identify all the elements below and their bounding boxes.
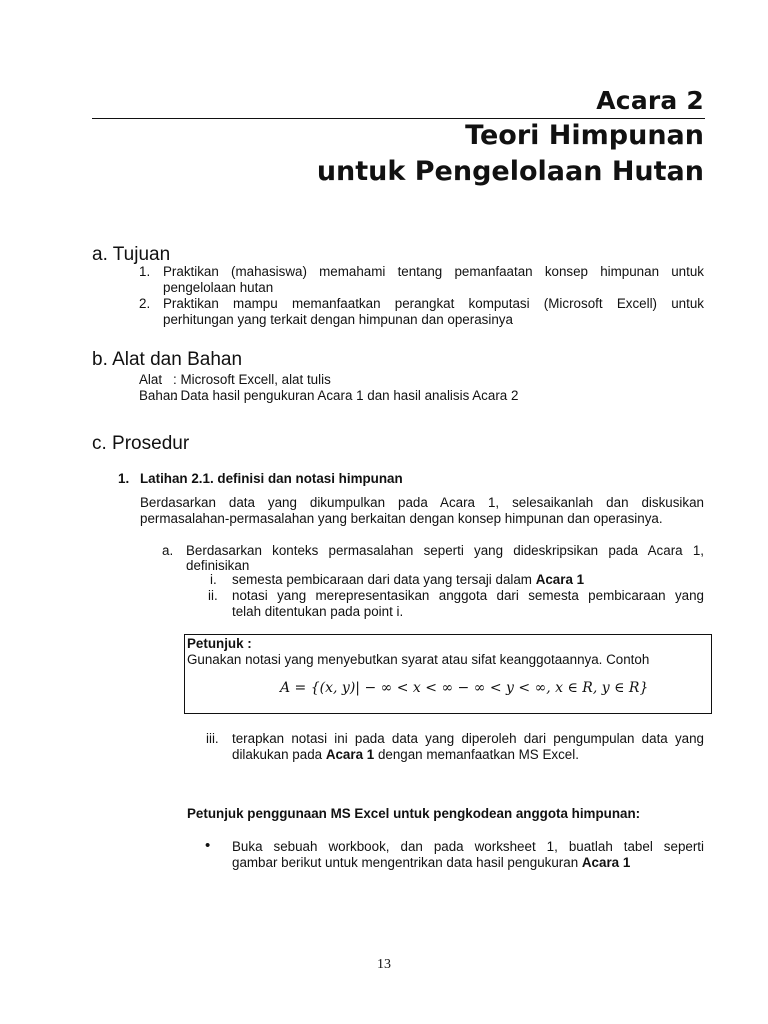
section-heading-alat-bahan: b. Alat dan Bahan [92,349,243,370]
section-heading-prosedur: c. Prosedur [92,433,190,454]
bahan-row [139,388,518,404]
list-number: 1. [139,264,151,279]
tujuan-item-2-line-1: Praktikan mampu memanfaatkan perangkat komputasi (Microsoft Excell) untuk [163,296,704,311]
chapter-label: Acara 2 [596,86,704,115]
roman-item-ii-line-2: telah ditentukan pada point i. [232,604,404,619]
excel-bullet-bold: Acara 1 [581,855,631,870]
header-divider [92,118,705,119]
prosedur-intro-line-2: permasalahan-permasalahan yang berkaitan dengan konsep himpunan dan operasinya. [140,511,663,526]
roman-item-iii-post: dengan memanfaatkan MS Excel. [374,747,579,762]
list-number: 2. [139,296,151,311]
item-a-line-2: definisikan [186,558,250,573]
excel-bullet-line-1: Buka sebuah workbook, dan pada worksheet 1, buatlah tabel seperti [232,839,704,854]
roman-number: ii. [208,588,218,603]
roman-item-iii-pre: dilakukan pada [232,747,326,762]
roman-item-iii-line-2 [232,747,579,763]
tujuan-item-2-line-2: perhitungan yang terkait dengan himpunan dan operasinya [163,312,513,327]
hint-title: Petunjuk : [187,636,252,651]
roman-number: i. [210,572,217,587]
roman-item-ii-line-1: notasi yang merepresentasikan anggota dari semesta pembicaraan yang [232,588,704,603]
roman-item-iii-line-1: terapkan notasi ini pada data yang diperoleh dari pengumpulan data yang [232,731,704,746]
bahan-label: Bahan [139,388,178,403]
roman-item-i [232,572,584,588]
title-line-1: Teori Himpunan [465,120,704,151]
tujuan-item-1-line-1: Praktikan (mahasiswa) memahami tentang pemanfaatan konsep himpunan untuk [163,264,704,279]
alat-row [139,372,331,388]
excel-bullet-line-2 [232,855,630,871]
latihan-number: 1. [118,471,130,486]
page-number: 13 [377,957,391,972]
set-notation-formula: A = {(x, y)| − ∞ < x < ∞ − ∞ < y < ∞, x ∈ R, y ∈ R} [280,680,649,696]
roman-item-i-text: semesta pembicaraan dari data yang tersaji dalam [232,572,536,587]
tujuan-item-1-line-2: pengelolaan hutan [163,280,274,295]
roman-item-iii-bold: Acara 1 [325,747,375,762]
hint-box [184,634,712,714]
bahan-value: : Data hasil pengukuran Acara 1 dan hasil analisis Acara 2 [173,388,519,403]
bullet-icon: • [205,837,211,854]
section-heading-tujuan: a. Tujuan [92,244,171,265]
excel-hint-title: Petunjuk penggunaan MS Excel untuk pengkodean anggota himpunan: [187,806,641,821]
list-letter: a. [162,543,174,558]
roman-number: iii. [206,731,219,746]
prosedur-intro-line-1: Berdasarkan data yang dikumpulkan pada Acara 1, selesaikanlah dan diskusikan [140,495,704,510]
hint-text: Gunakan notasi yang menyebutkan syarat atau sifat keanggotaannya. Contoh [187,652,650,667]
excel-bullet-pre: gambar berikut untuk mengentrikan data hasil pengukuran [232,855,582,870]
alat-label: Alat [139,372,163,387]
item-a-line-1: Berdasarkan konteks permasalahan seperti yang dideskripsikan pada Acara 1, [186,543,704,558]
title-line-2: untuk Pengelolaan Hutan [316,156,704,187]
alat-value: : Microsoft Excell, alat tulis [173,372,331,387]
latihan-title: Latihan 2.1. definisi dan notasi himpunan [140,471,403,486]
roman-item-i-bold: Acara 1 [535,572,585,587]
